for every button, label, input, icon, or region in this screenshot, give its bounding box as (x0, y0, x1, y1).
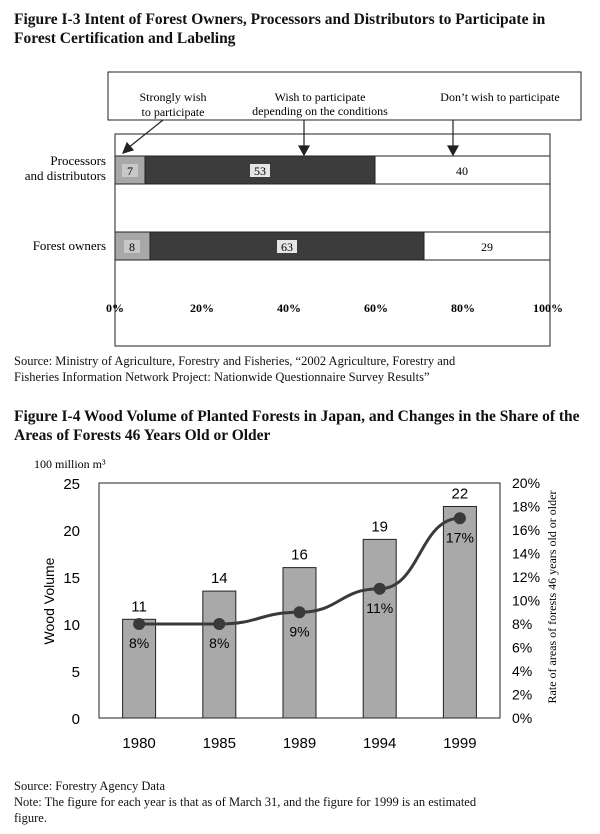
bar-value-label: 22 (451, 485, 469, 503)
y2-tick-label: 14% (512, 545, 541, 562)
line-point (133, 618, 145, 630)
line-point (374, 583, 386, 595)
legend-strong-line2: to participate (141, 105, 205, 119)
value-label-forest-owners-strong: 8 (129, 240, 135, 254)
y-tick-label: 10 (63, 617, 80, 634)
category-label-processors-line2: and distributors (24, 168, 106, 183)
x-tick-0: 0% (106, 301, 124, 315)
line-value-label: 8% (209, 635, 230, 651)
arrow-conditional (299, 120, 309, 155)
bar-wood-volume (283, 568, 316, 718)
x-tick-100: 100% (533, 301, 563, 315)
x-tick-40: 40% (277, 301, 301, 315)
value-label-processors-strong: 7 (127, 164, 133, 178)
y2-tick-label: 0% (512, 710, 533, 726)
y2-tick-label: 6% (512, 639, 533, 656)
y2-tick-label: 18% (512, 498, 541, 515)
y2-tick-label: 8% (512, 616, 533, 632)
y-axis-title: Wood Volume (41, 557, 57, 645)
y2-tick-label: 12% (512, 569, 541, 585)
figure-3-chart (0, 70, 600, 400)
figure-4-source: Source: Forestry Agency Data (14, 779, 166, 793)
y-tick-label: 5 (71, 664, 80, 681)
figure-3-source-line1: Source: Ministry of Agriculture, Forestry and Fisheries, “2002 Agriculture, Forestry and (14, 354, 456, 368)
legend-conditional-line2: depending on the conditions (252, 104, 388, 118)
legend-dont: Don’t wish to participate (440, 90, 560, 104)
bar-value-label: 19 (371, 518, 389, 536)
bar-value-label: 11 (131, 598, 147, 616)
line-value-label: 11% (366, 599, 394, 616)
y-tick-label: 0 (71, 711, 80, 728)
value-label-processors-conditional: 53 (254, 164, 266, 178)
line-value-label: 8% (128, 635, 150, 651)
y2-tick-label: 2% (512, 686, 533, 703)
figure-3-source-line2: Fisheries Information Network Project: Nationwide Questionnaire Survey Results” (14, 370, 430, 384)
figure-4-note-line2: figure. (14, 811, 47, 825)
x-tick-label: 1999 (443, 735, 477, 752)
x-tick-label: 1989 (282, 735, 317, 752)
x-tick-80: 80% (451, 301, 475, 315)
arrow-dont (448, 120, 458, 155)
figure-4-note-line1: Note: The figure for each year is that as of March 31, and the figure for 1999 is an estimated (14, 795, 477, 809)
x-tick-label: 1980 (122, 735, 156, 752)
figure-3-title: Figure I-3 Intent of Forest Owners, Processors and Distributors to Participate in Forest Certification and Labeling (14, 11, 546, 47)
y2-tick-label: 4% (512, 663, 533, 679)
arrow-strong (123, 120, 163, 153)
line-point (454, 512, 466, 524)
line-point (213, 618, 225, 630)
figure-4-chart (0, 452, 600, 767)
x-tick-label: 1985 (202, 735, 236, 752)
category-label-processors-line1: Processors (50, 153, 106, 168)
bar-wood-volume (363, 539, 396, 718)
x-tick-20: 20% (190, 301, 214, 315)
y2-tick-label: 20% (512, 475, 541, 491)
line-point (294, 606, 306, 618)
y-tick-label: 15 (63, 570, 80, 587)
bar-wood-volume (203, 591, 236, 718)
legend-strong-line1: Strongly wish (139, 90, 207, 104)
unit-label: 100 million m³ (34, 457, 106, 471)
y2-tick-label: 16% (512, 522, 541, 538)
bar-value-label: 16 (291, 546, 308, 564)
x-tick-label: 1994 (363, 735, 397, 752)
value-label-forest-owners-dont: 29 (481, 240, 493, 254)
legend-conditional-line1: Wish to participate (274, 90, 366, 104)
x-tick-60: 60% (364, 301, 388, 315)
line-value-label: 9% (289, 623, 310, 640)
category-label-forest-owners: Forest owners (32, 238, 106, 253)
y2-tick-label: 10% (512, 592, 541, 609)
line-value-label: 17% (445, 529, 474, 546)
figure-4-title: Figure I-4 Wood Volume of Planted Forests in Japan, and Changes in the Share of the Areas of Forests 46 Years Old or Older (14, 408, 580, 444)
y2-axis-title: Rate of areas of forests 46 years old or older (545, 490, 559, 704)
y-tick-label: 25 (63, 476, 80, 493)
y-tick-label: 20 (63, 523, 80, 540)
value-label-processors-dont: 40 (456, 164, 468, 178)
bar-value-label: 14 (210, 570, 228, 588)
value-label-forest-owners-conditional: 63 (281, 240, 293, 254)
